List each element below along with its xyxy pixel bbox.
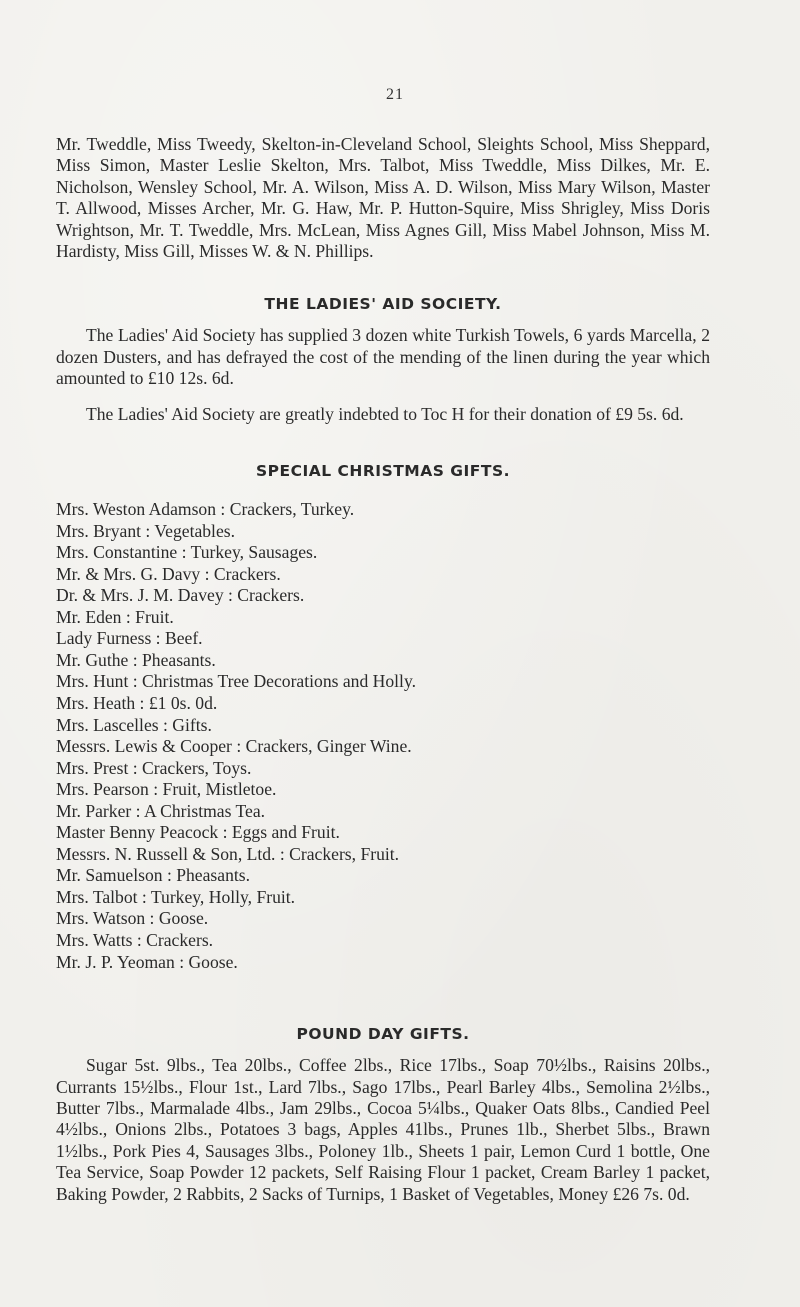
list-item: Mrs. Heath : £1 0s. 0d.: [56, 692, 218, 713]
list-item: Mr. Guthe : Pheasants.: [56, 649, 216, 670]
list-item: Mrs. Watson : Goose.: [56, 908, 209, 929]
list-item: Mrs. Bryant : Vegetables.: [56, 520, 236, 541]
list-item: Mrs. Talbot : Turkey, Holly, Fruit.: [56, 886, 296, 907]
pound-day-paragraph: Sugar 5st. 9lbs., Tea 20lbs., Coffee 2lbs., Rice 17lbs., Soap 70½lbs., Raisins 20lbs., Currants 15½lbs., Flour 1st., Lard 7lbs., Sago 17lbs., Pearl Barley 4lbs., Semolina 2½lbs., Butter 7lbs., Marmalade 4lbs., Jam 29lbs., Cocoa 5¼lbs., Quaker Oats 8lbs., Candied Peel 4½lbs., Onions 2lbs., Potatoes 3 bags, Apples 41lbs., Prunes 1lb., Sherbet 5lbs., Brawn 1½lbs., Pork Pies 4, Sausages 3lbs., Poloney 1lb., Sheets 1 pair, Lemon Curd 1 bottle, One Tea Service, Soap Powder 12 packets, Self Raising Flour 1 packet, Cream Barley 1 packet, Baking Powder, 2 Rabbits, 2 Sacks of Turnips, 1 Basket of Vegetables, Money £26 7s. 0d.: [56, 1055, 710, 1204]
list-item: Mrs. Watts : Crackers.: [56, 930, 214, 950]
list-item: Mrs. Weston Adamson : Crackers, Turkey.: [56, 499, 355, 520]
list-item: Mr. & Mrs. G. Davy : Crackers.: [56, 563, 281, 584]
list-item: Mr. Eden : Fruit.: [56, 606, 174, 627]
christmas-gifts-heading: SPECIAL CHRISTMAS GIFTS.: [256, 462, 510, 481]
ladies-aid-paragraph-2: The Ladies' Aid Society are greatly indebted to Toc H for their donation of £9 5s. 6d.: [86, 403, 684, 424]
list-item: Messrs. N. Russell & Son, Ltd. : Crackers, Fruit.: [56, 843, 400, 864]
intro-paragraph: Mr. Tweddle, Miss Tweedy, Skelton-in-Cleveland School, Sleights School, Miss Sheppard, Miss Simon, Master Leslie Skelton, Mrs. Talbot, Miss Tweddle, Miss Dilkes, Mr. E. Nicholson, Wensley School, Mr. A. Wilson, Miss A. D. Wilson, Miss Mary Wilson, Master T. Allwood, Misses Archer, Mr. G. Haw, Mr. P. Hutton-Squire, Miss Shrigley, Miss Doris Wrightson, Mr. T. Tweddle, Mrs. McLean, Miss Agnes Gill, Miss Mabel Johnson, Miss M. Hardisty, Miss Gill, Misses W. & N. Phillips.: [56, 134, 710, 262]
list-item: Dr. & Mrs. J. M. Davey : Crackers.: [56, 585, 305, 606]
pound-day-heading: POUND DAY GIFTS.: [296, 1025, 470, 1044]
list-item: Lady Furness : Beef.: [56, 628, 203, 649]
list-item: Mrs. Pearson : Fruit, Mistletoe.: [56, 779, 277, 800]
list-item: Mr. Parker : A Christmas Tea.: [56, 800, 266, 821]
list-item: Mr. Samuelson : Pheasants.: [56, 865, 251, 886]
list-item: Messrs. Lewis & Cooper : Crackers, Ginger Wine.: [56, 736, 412, 757]
list-item: Mrs. Prest : Crackers, Toys.: [56, 757, 252, 778]
list-item: Master Benny Peacock : Eggs and Fruit.: [56, 822, 340, 843]
christmas-gifts-list: [56, 499, 710, 973]
list-item: Mr. J. P. Yeoman : Goose.: [56, 951, 238, 972]
page-number: 21: [386, 86, 404, 103]
list-item: Mrs. Lascelles : Gifts.: [56, 714, 212, 735]
ladies-aid-heading: THE LADIES' AID SOCIETY.: [264, 295, 502, 314]
list-item: Mrs. Constantine : Turkey, Sausages.: [56, 542, 318, 563]
list-item: Mrs. Hunt : Christmas Tree Decorations and Holly.: [56, 671, 416, 692]
page-content: [56, 134, 710, 1205]
ladies-aid-paragraph-1: The Ladies' Aid Society has supplied 3 dozen white Turkish Towels, 6 yards Marcella, 2 dozen Dusters, and has defrayed the cost of the mending of the linen during the year which amounted to £10 12s. 6d.: [56, 325, 710, 389]
